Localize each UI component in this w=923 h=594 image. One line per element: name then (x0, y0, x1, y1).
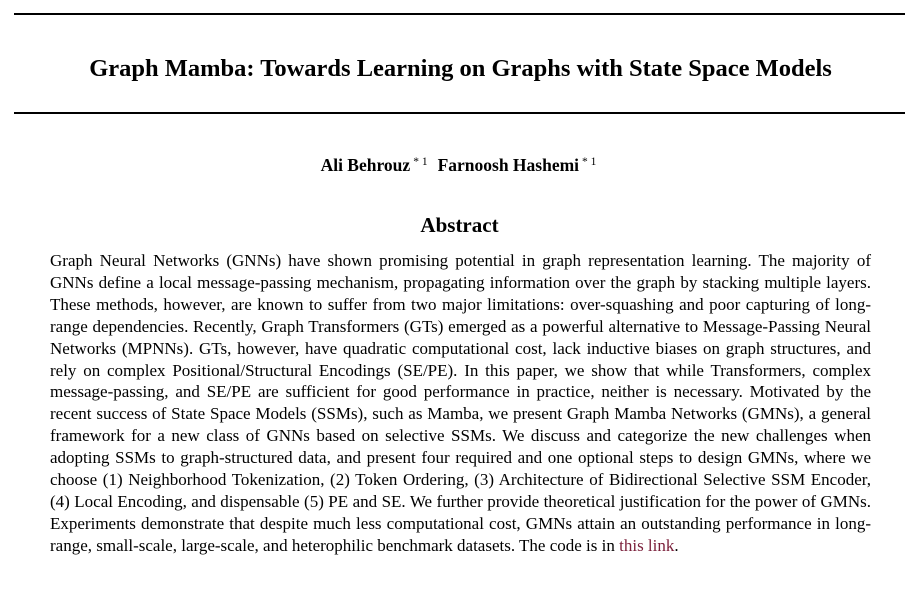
code-link[interactable]: this link (619, 535, 675, 555)
author-name: Ali Behrouz (320, 155, 411, 175)
author-list (0, 150, 917, 177)
abstract-heading: Abstract (420, 213, 499, 237)
abstract-body (50, 250, 871, 557)
author-behrouz (321, 150, 428, 177)
title-rule-bottom (14, 112, 905, 114)
author-affiliation-marks: * 1 (413, 156, 428, 168)
title-rule-top (14, 13, 905, 15)
author-hashemi (438, 150, 597, 177)
abstract-trailing: . (674, 535, 679, 555)
abstract-text: Graph Neural Networks (GNNs) have shown promising potential in graph representation learning. The majority of GNNs define a local message-passing mechanism, propagating information over the graph by stacking multiple layers. These methods, however, are known to suffer from two major limitations: over-squashing and poor capturing of long-range dependencies. Recently, Graph Transformers (GTs) emerged as a powerful alternative to Message-Passing Neural Networks (MPNNs). GTs, however, have quadratic computational cost, lack inductive biases on graph structures, and rely on complex Positional/Structural Encodings (SE/PE). In this paper, we show that while Transformers, complex message-passing, and SE/PE are sufficient for good performance in practice, neither is necessary. Motivated by the recent success of State Space Models (SSMs), such as Mamba, we present Graph Mamba Networks (GMNs), a general framework for a new class of GNNs based on selective SSMs. We discuss and categorize the new challenges when adopting SSMs to graph-structured data, and present four required and one optional steps to design GMNs, where we choose (1) Neighborhood Tokenization, (2) Token Ordering, (3) Architecture of Bidirectional Selective SSM Encoder, (4) Local Encoding, and dispensable (5) PE and SE. We further provide theoretical justification for the power of GMNs. Experiments demonstrate that despite much less computational cost, GMNs attain an outstanding performance in long-range, small-scale, large-scale, and heterophilic benchmark datasets. The code is in (50, 251, 871, 555)
paper-title: Graph Mamba: Towards Learning on Graphs with State Space Models (89, 55, 832, 82)
author-name: Farnoosh Hashemi (437, 155, 580, 175)
author-affiliation-marks: * 1 (582, 156, 597, 168)
